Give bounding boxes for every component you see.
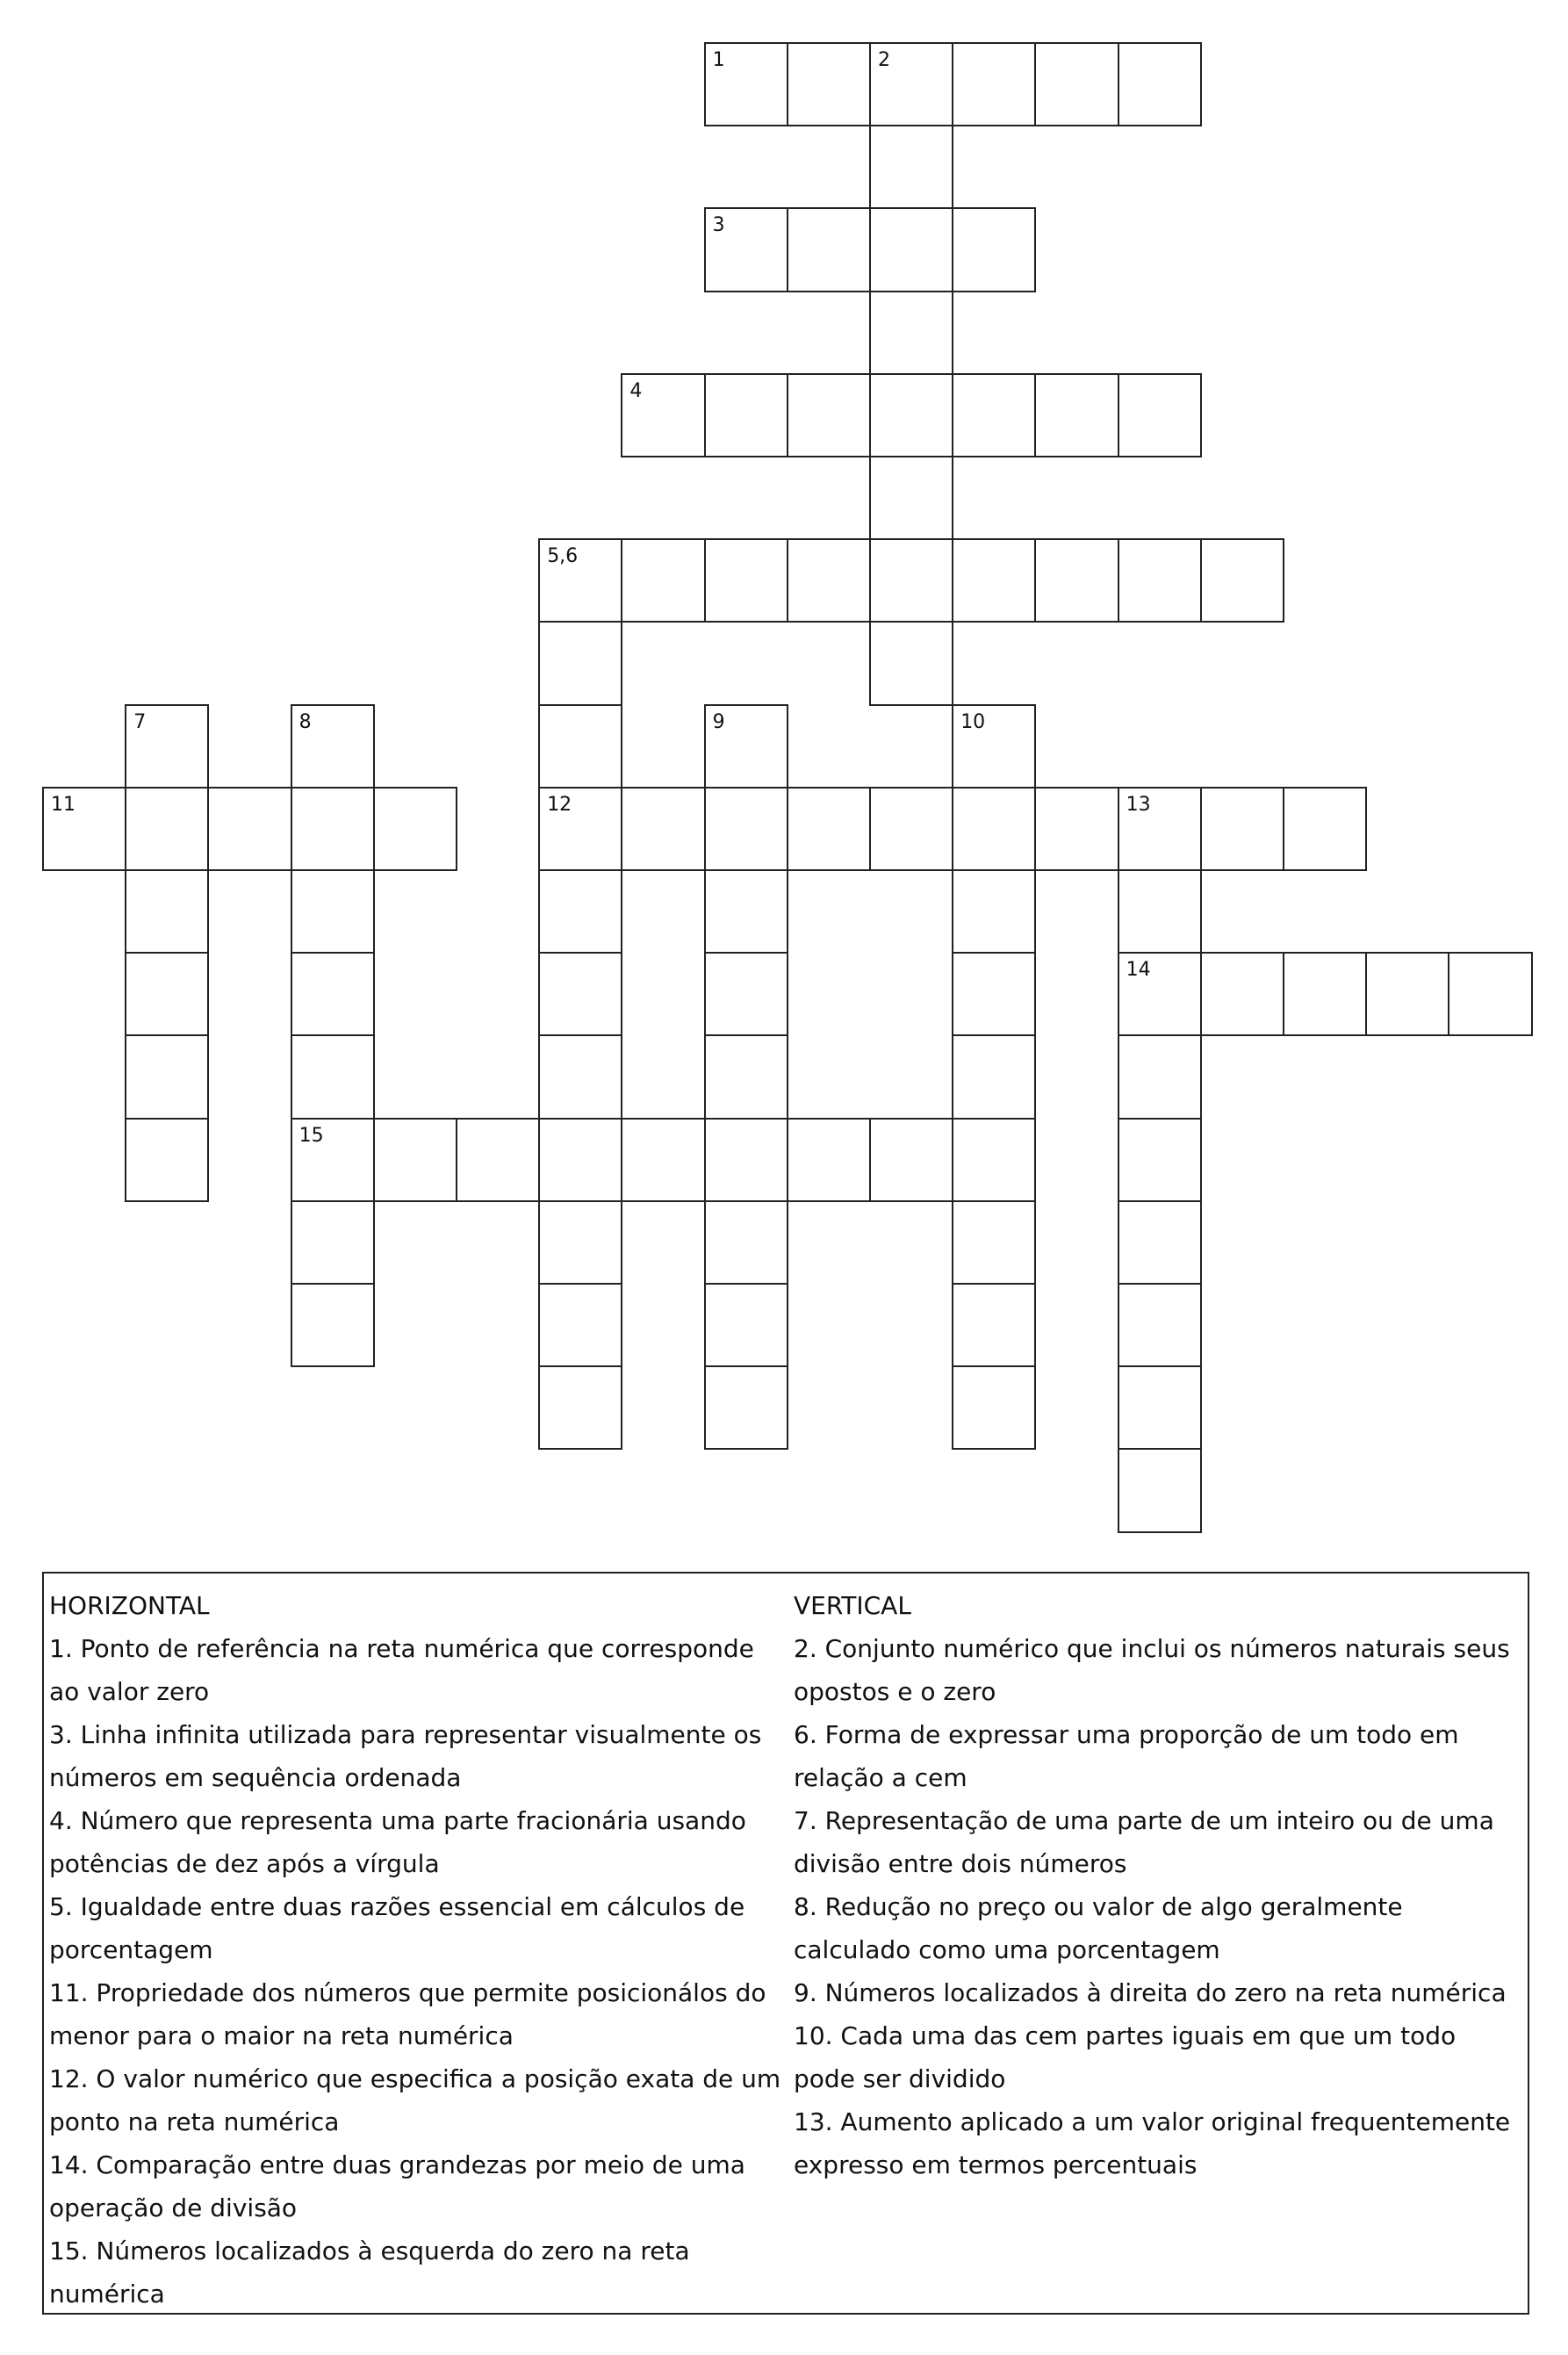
crossword-cell[interactable]: [869, 621, 953, 705]
crossword-cell[interactable]: [787, 538, 871, 623]
crossword-cell[interactable]: [704, 1365, 788, 1450]
crossword-cell[interactable]: [373, 1118, 457, 1202]
crossword-cell[interactable]: [952, 1365, 1036, 1450]
crossword-cell[interactable]: [1034, 787, 1118, 871]
clue-h-1: 1. Ponto de referência na reta numérica que corresponde ao valor zero: [49, 1634, 754, 1706]
clue-v-2: 2. Conjunto numérico que inclui os números naturais seus opostos e o zero: [794, 1634, 1510, 1706]
crossword-cell[interactable]: [869, 125, 953, 209]
crossword-cell[interactable]: [1365, 952, 1449, 1036]
crossword-cell[interactable]: [538, 621, 622, 705]
clue-h-15: 15. Números localizados à esquerda do zero na reta numérica: [49, 2236, 690, 2308]
clue-number: 13: [1126, 793, 1151, 816]
crossword-cell[interactable]: [1200, 952, 1284, 1036]
clue-number: 10: [960, 710, 986, 733]
clue-number: 12: [547, 793, 572, 816]
crossword-cell[interactable]: [291, 869, 375, 954]
crossword-cell[interactable]: [538, 538, 622, 623]
clue-v-6: 6. Forma de expressar uma proporção de um todo em relação a cem: [794, 1720, 1459, 1792]
crossword-cell[interactable]: [291, 787, 375, 871]
clue-number: 2: [878, 49, 890, 71]
crossword-cell[interactable]: [704, 538, 788, 623]
crossword-cell[interactable]: [704, 207, 788, 292]
clues-box: [42, 1572, 1529, 2315]
crossword-cell[interactable]: [869, 787, 953, 871]
crossword-cell[interactable]: [952, 1034, 1036, 1119]
crossword-cell[interactable]: [952, 207, 1036, 292]
crossword-cell[interactable]: [1118, 1200, 1202, 1285]
crossword-cell[interactable]: [1283, 787, 1367, 871]
crossword-cell[interactable]: [1118, 1448, 1202, 1532]
crossword-cell[interactable]: [538, 787, 622, 871]
crossword-cell[interactable]: [621, 373, 705, 457]
crossword-cell[interactable]: [952, 869, 1036, 954]
clue-h-12: 12. O valor numérico que especifica a posição exata de um ponto na reta numérica: [49, 2064, 781, 2136]
crossword-cell[interactable]: [291, 952, 375, 1036]
crossword-cell[interactable]: [952, 1283, 1036, 1367]
crossword-cell[interactable]: [291, 704, 375, 789]
crossword-cell[interactable]: [952, 704, 1036, 789]
crossword-cell[interactable]: [1118, 952, 1202, 1036]
crossword-cell[interactable]: [456, 1118, 540, 1202]
crossword-cell[interactable]: [291, 1200, 375, 1285]
crossword-cell[interactable]: [952, 1118, 1036, 1202]
crossword-cell[interactable]: [1283, 952, 1367, 1036]
crossword-cell[interactable]: [125, 704, 209, 789]
crossword-cell[interactable]: [538, 1118, 622, 1202]
crossword-cell[interactable]: [869, 291, 953, 375]
crossword-cell[interactable]: [704, 787, 788, 871]
crossword-cell[interactable]: [125, 952, 209, 1036]
clue-number: 8: [298, 710, 312, 733]
clue-number: 9: [712, 710, 725, 733]
vertical-clues: [794, 1584, 1524, 2186]
clue-v-8: 8. Redução no preço ou valor de algo geralmente calculado como uma porcentagem: [794, 1892, 1403, 1964]
clue-number: 5,6: [547, 545, 579, 568]
clue-h-14: 14. Comparação entre duas grandezas por meio de uma operação de divisão: [49, 2150, 745, 2222]
crossword-cell[interactable]: [1034, 538, 1118, 623]
crossword-cell[interactable]: [538, 1200, 622, 1285]
crossword-cell[interactable]: [621, 538, 705, 623]
crossword-cell[interactable]: [538, 1034, 622, 1119]
crossword-cell[interactable]: [1118, 1283, 1202, 1367]
horizontal-clues: [49, 1584, 787, 2315]
crossword-cell[interactable]: [869, 538, 953, 623]
crossword-cell[interactable]: [538, 1365, 622, 1450]
clue-number: 7: [133, 710, 147, 733]
horizontal-heading: HORIZONTAL: [49, 1591, 210, 1620]
crossword-cell[interactable]: [538, 704, 622, 789]
clue-v-7: 7. Representação de uma parte de um inteiro ou de uma divisão entre dois números: [794, 1806, 1494, 1878]
crossword-cell[interactable]: [621, 1118, 705, 1202]
crossword-cell[interactable]: [952, 538, 1036, 623]
crossword-cell[interactable]: [704, 42, 788, 126]
crossword-cell[interactable]: [869, 1118, 953, 1202]
clue-h-5: 5. Igualdade entre duas razões essencial em cálculos de porcentagem: [49, 1892, 745, 1964]
crossword-cell[interactable]: [207, 787, 291, 871]
crossword-cell[interactable]: [1448, 952, 1532, 1036]
crossword-cell[interactable]: [952, 42, 1036, 126]
clue-v-9: 9. Números localizados à direita do zero na reta numérica: [794, 1978, 1507, 2007]
crossword-cell[interactable]: [704, 1118, 788, 1202]
crossword-cell[interactable]: [704, 373, 788, 457]
crossword-cell[interactable]: [42, 787, 126, 871]
crossword-cell[interactable]: [373, 787, 457, 871]
crossword-cell[interactable]: [704, 869, 788, 954]
crossword-cell[interactable]: [291, 1283, 375, 1367]
crossword-cell[interactable]: [538, 952, 622, 1036]
vertical-heading: VERTICAL: [794, 1591, 911, 1620]
crossword-cell[interactable]: [125, 1118, 209, 1202]
crossword-cell[interactable]: [1118, 373, 1202, 457]
crossword-cell[interactable]: [704, 1200, 788, 1285]
crossword-cell[interactable]: [538, 869, 622, 954]
crossword-cell[interactable]: [787, 787, 871, 871]
clue-number: 11: [51, 793, 76, 816]
crossword-cell[interactable]: [787, 42, 871, 126]
crossword-cell[interactable]: [291, 1034, 375, 1119]
crossword-cell[interactable]: [125, 869, 209, 954]
crossword-cell[interactable]: [704, 704, 788, 789]
crossword-cell[interactable]: [869, 42, 953, 126]
crossword-cell[interactable]: [1200, 538, 1284, 623]
crossword-cell[interactable]: [125, 787, 209, 871]
crossword-cell[interactable]: [869, 373, 953, 457]
crossword-cell[interactable]: [869, 207, 953, 292]
clue-number: 15: [298, 1124, 324, 1147]
crossword-cell[interactable]: [869, 456, 953, 540]
crossword-cell[interactable]: [1200, 787, 1284, 871]
crossword-cell[interactable]: [704, 1034, 788, 1119]
crossword-cell[interactable]: [704, 952, 788, 1036]
crossword-cell[interactable]: [1118, 787, 1202, 871]
crossword-cell[interactable]: [952, 1200, 1036, 1285]
clue-number: 4: [629, 379, 643, 402]
crossword-cell[interactable]: [787, 207, 871, 292]
crossword-cell[interactable]: [787, 373, 871, 457]
crossword-cell[interactable]: [538, 1283, 622, 1367]
clue-number: 14: [1126, 959, 1151, 982]
clue-v-13: 13. Aumento aplicado a um valor original frequentemente expresso em termos percentuais: [794, 2107, 1511, 2179]
crossword-cell[interactable]: [787, 1118, 871, 1202]
crossword-cell[interactable]: [1118, 538, 1202, 623]
crossword-cell[interactable]: [1118, 869, 1202, 954]
clue-h-4: 4. Número que representa uma parte fracionária usando potências de dez após a vírgula: [49, 1806, 746, 1878]
crossword-cell[interactable]: [1118, 1365, 1202, 1450]
clue-v-10: 10. Cada uma das cem partes iguais em que um todo pode ser dividido: [794, 2021, 1457, 2093]
clue-h-11: 11. Propriedade dos números que permite posicionálos do menor para o maior na reta numérica: [49, 1978, 766, 2050]
crossword-cell[interactable]: [1118, 1118, 1202, 1202]
crossword-cell[interactable]: [952, 373, 1036, 457]
crossword-cell[interactable]: [291, 1118, 375, 1202]
crossword-cell[interactable]: [1118, 42, 1202, 126]
crossword-cell[interactable]: [125, 1034, 209, 1119]
crossword-cell[interactable]: [1034, 42, 1118, 126]
clue-number: 3: [712, 214, 725, 237]
clue-number: 1: [712, 49, 725, 71]
crossword-cell[interactable]: [952, 787, 1036, 871]
clue-h-3: 3. Linha infinita utilizada para representar visualmente os números em sequência ordenada: [49, 1720, 762, 1792]
crossword-cell[interactable]: [621, 787, 705, 871]
crossword-cell[interactable]: [1034, 373, 1118, 457]
crossword-cell[interactable]: [704, 1283, 788, 1367]
crossword-cell[interactable]: [952, 952, 1036, 1036]
crossword-cell[interactable]: [1118, 1034, 1202, 1119]
